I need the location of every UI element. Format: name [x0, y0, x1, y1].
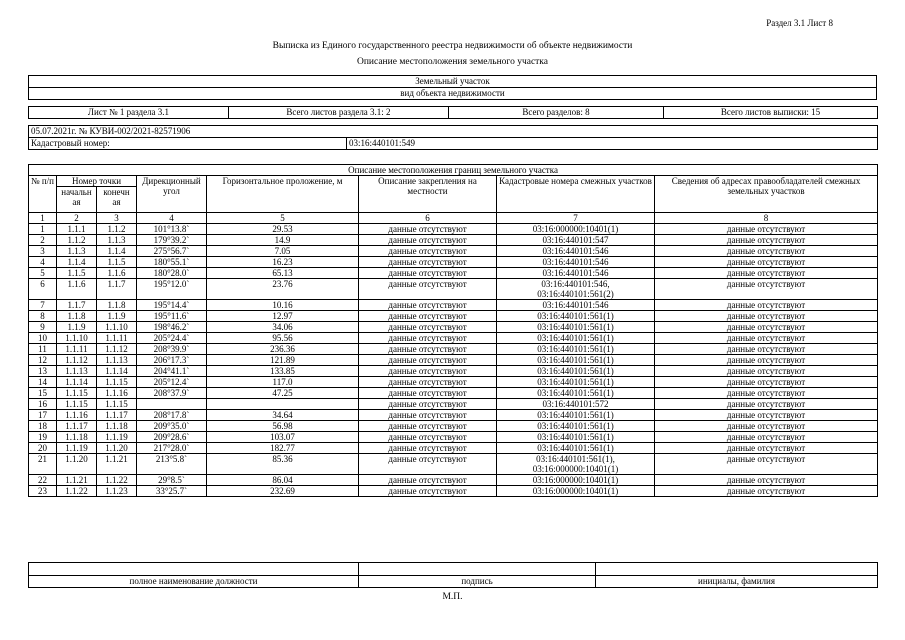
row-number: 9: [29, 322, 57, 333]
row-number: 16: [29, 399, 57, 410]
direction-angle: 180°28.0`: [137, 268, 207, 279]
table-row: [29, 235, 878, 246]
distance: 65.13: [207, 268, 359, 279]
table-row: [29, 344, 878, 355]
row-number: 7: [29, 300, 57, 311]
fixing-description: данные отсутствуют: [359, 399, 497, 410]
direction-angle: 213°5.8`: [137, 454, 207, 475]
owner-info: данные отсутствуют: [655, 322, 878, 333]
direction-angle: 180°55.1`: [137, 257, 207, 268]
owner-info: данные отсутствуют: [655, 235, 878, 246]
neighbor-cadastral: 03:16:440101:561(1): [497, 410, 655, 421]
direction-angle: 179°39.2`: [137, 235, 207, 246]
point-end: 1.1.22: [97, 475, 137, 486]
header-distance: Горизонтальное проложение, м: [207, 176, 359, 213]
fixing-description: данные отсутствуют: [359, 388, 497, 399]
table-row: [29, 432, 878, 443]
neighbor-cadastral: 03:16:440101:547: [497, 235, 655, 246]
owner-info: данные отсутствуют: [655, 475, 878, 486]
fixing-description: данные отсутствуют: [359, 257, 497, 268]
owner-info: данные отсутствуют: [655, 311, 878, 322]
total-sheets-section: Всего листов раздела 3.1: 2: [229, 107, 449, 119]
table-row: [29, 355, 878, 366]
point-end: 1.1.9: [97, 311, 137, 322]
table-row: [29, 410, 878, 421]
neighbor-cadastral: 03:16:440101:561(1): [497, 443, 655, 454]
point-start: 1.1.10: [57, 333, 97, 344]
object-type-block: [28, 75, 877, 100]
point-start: 1.1.11: [57, 344, 97, 355]
direction-angle: 208°17.8`: [137, 410, 207, 421]
table-row: [29, 475, 878, 486]
info-block: [28, 125, 878, 150]
table-row: [29, 279, 878, 300]
table-row: [29, 399, 878, 410]
row-number: 11: [29, 344, 57, 355]
table-row: [29, 377, 878, 388]
neighbor-cadastral: 03:16:000000:10401(1): [497, 486, 655, 497]
row-number: 2: [29, 235, 57, 246]
column-numbers-row: [29, 213, 878, 224]
distance: 121.89: [207, 355, 359, 366]
distance: 117.0: [207, 377, 359, 388]
object-type: Земельный участок: [29, 76, 877, 88]
distance: 236.36: [207, 344, 359, 355]
neighbor-cadastral: 03:16:000000:10401(1): [497, 224, 655, 235]
point-end: 1.1.4: [97, 246, 137, 257]
position-caption: полное наименование должности: [29, 576, 359, 588]
row-number: 4: [29, 257, 57, 268]
point-start: 1.1.5: [57, 268, 97, 279]
signature-field: [359, 563, 596, 576]
direction-angle: 208°37.9`: [137, 388, 207, 399]
point-start: 1.1.8: [57, 311, 97, 322]
table-row: [29, 333, 878, 344]
fixing-description: данные отсутствуют: [359, 235, 497, 246]
table-row: [29, 224, 878, 235]
point-start: 1.1.7: [57, 300, 97, 311]
fixing-description: данные отсутствуют: [359, 377, 497, 388]
neighbor-cadastral: 03:16:440101:561(1): [497, 388, 655, 399]
row-number: 22: [29, 475, 57, 486]
signature-caption: подпись: [359, 576, 596, 588]
distance: 14.9: [207, 235, 359, 246]
fixing-description: данные отсутствуют: [359, 224, 497, 235]
row-number: 14: [29, 377, 57, 388]
distance: 133.85: [207, 366, 359, 377]
point-end: 1.1.19: [97, 432, 137, 443]
neighbor-cadastral: 03:16:440101:546: [497, 246, 655, 257]
neighbor-cadastral: 03:16:440101:561(1): [497, 432, 655, 443]
row-number: 23: [29, 486, 57, 497]
position-field: [29, 563, 359, 576]
point-start: 1.1.6: [57, 279, 97, 300]
owner-info: данные отсутствуют: [655, 355, 878, 366]
direction-angle: 198°46.2`: [137, 322, 207, 333]
row-number: 21: [29, 454, 57, 475]
direction-angle: 195°12.0`: [137, 279, 207, 300]
col-number: 8: [655, 213, 878, 224]
row-number: 6: [29, 279, 57, 300]
owner-info: данные отсутствуют: [655, 388, 878, 399]
point-end: 1.1.5: [97, 257, 137, 268]
row-number: 3: [29, 246, 57, 257]
direction-angle: 275°56.7`: [137, 246, 207, 257]
owner-info: данные отсутствуют: [655, 257, 878, 268]
owner-info: данные отсутствуют: [655, 224, 878, 235]
neighbor-cadastral: 03:16:440101:561(1): [497, 421, 655, 432]
neighbor-cadastral: 03:16:440101:572: [497, 399, 655, 410]
section-sheet-label: Раздел 3.1 Лист 8: [766, 18, 833, 28]
row-number: 15: [29, 388, 57, 399]
fixing-description: данные отсутствуют: [359, 355, 497, 366]
direction-angle: 33°25.7`: [137, 486, 207, 497]
table-row: [29, 366, 878, 377]
direction-angle: 209°28.6`: [137, 432, 207, 443]
owner-info: данные отсутствуют: [655, 344, 878, 355]
point-end: 1.1.21: [97, 454, 137, 475]
fixing-description: данные отсутствуют: [359, 475, 497, 486]
fixing-description: данные отсутствуют: [359, 268, 497, 279]
point-start: 1.1.12: [57, 355, 97, 366]
direction-angle: 209°35.0`: [137, 421, 207, 432]
distance: [207, 399, 359, 410]
fixing-description: данные отсутствуют: [359, 366, 497, 377]
distance: 56.98: [207, 421, 359, 432]
point-end: 1.1.13: [97, 355, 137, 366]
point-start: 1.1.17: [57, 421, 97, 432]
boundary-table: [28, 164, 878, 497]
neighbor-cadastral: 03:16:440101:561(1), 03:16:000000:10401(1): [497, 454, 655, 475]
direction-angle: 195°14.4`: [137, 300, 207, 311]
direction-angle: [137, 399, 207, 410]
fixing-description: данные отсутствуют: [359, 322, 497, 333]
header-direction: Дирекционный угол: [137, 176, 207, 213]
row-number: 19: [29, 432, 57, 443]
point-start: 1.1.15: [57, 399, 97, 410]
row-number: 20: [29, 443, 57, 454]
row-number: 17: [29, 410, 57, 421]
point-start: 1.1.13: [57, 366, 97, 377]
sheets-row: [28, 106, 878, 119]
point-end: 1.1.8: [97, 300, 137, 311]
row-number: 18: [29, 421, 57, 432]
extract-date-number: 05.07.2021г. № КУВИ-002/2021-82571906: [29, 126, 878, 138]
initials-caption: инициалы, фамилия: [596, 576, 878, 588]
owner-info: данные отсутствуют: [655, 454, 878, 475]
point-start: 1.1.2: [57, 235, 97, 246]
header-start: начальн ая: [57, 187, 97, 213]
point-end: 1.1.14: [97, 366, 137, 377]
row-number: 12: [29, 355, 57, 366]
direction-angle: 205°12.4`: [137, 377, 207, 388]
row-number: 5: [29, 268, 57, 279]
direction-angle: 206°17.3`: [137, 355, 207, 366]
point-start: 1.1.9: [57, 322, 97, 333]
header-neighbors: Кадастровые номера смежных участков: [497, 176, 655, 213]
neighbor-cadastral: 03:16:440101:546: [497, 268, 655, 279]
header-fixing: Описание закрепления на местности: [359, 176, 497, 213]
owner-info: данные отсутствуют: [655, 333, 878, 344]
cadastral-value: 03:16:440101:549: [347, 138, 878, 150]
neighbor-cadastral: 03:16:440101:561(1): [497, 355, 655, 366]
direction-angle: 205°24.4`: [137, 333, 207, 344]
owner-info: данные отсутствуют: [655, 268, 878, 279]
document-title: Выписка из Единого государственного реестра недвижимости об объекте недвижимости: [272, 41, 633, 51]
owner-info: данные отсутствуют: [655, 246, 878, 257]
distance: 7.05: [207, 246, 359, 257]
header-owners: Сведения об адресах правообладателей смежных земельных участков: [655, 176, 878, 213]
point-end: 1.1.7: [97, 279, 137, 300]
table-row: [29, 486, 878, 497]
neighbor-cadastral: 03:16:000000:10401(1): [497, 475, 655, 486]
fixing-description: данные отсутствуют: [359, 333, 497, 344]
stamp-placeholder: М.П.: [442, 592, 463, 602]
fixing-description: данные отсутствуют: [359, 279, 497, 300]
direction-angle: 217°28.0`: [137, 443, 207, 454]
object-type-caption: вид объекта недвижимости: [29, 88, 877, 100]
fixing-description: данные отсутствуют: [359, 421, 497, 432]
fixing-description: данные отсутствуют: [359, 246, 497, 257]
distance: 12.97: [207, 311, 359, 322]
owner-info: данные отсутствуют: [655, 366, 878, 377]
initials-field: [596, 563, 878, 576]
neighbor-cadastral: 03:16:440101:561(1): [497, 344, 655, 355]
table-row: [29, 311, 878, 322]
distance: 34.06: [207, 322, 359, 333]
cadastral-label: Кадастровый номер:: [29, 138, 347, 150]
distance: 182.77: [207, 443, 359, 454]
point-start: 1.1.19: [57, 443, 97, 454]
header-point-number: Номер точки: [57, 176, 137, 187]
owner-info: данные отсутствуют: [655, 399, 878, 410]
direction-angle: 29°8.5`: [137, 475, 207, 486]
direction-angle: 208°39.9`: [137, 344, 207, 355]
row-number: 13: [29, 366, 57, 377]
point-end: 1.1.20: [97, 443, 137, 454]
fixing-description: данные отсутствуют: [359, 432, 497, 443]
fixing-description: данные отсутствуют: [359, 443, 497, 454]
total-sheets: Всего листов выписки: 15: [664, 107, 878, 119]
distance: 86.04: [207, 475, 359, 486]
col-number: 3: [97, 213, 137, 224]
fixing-description: данные отсутствуют: [359, 300, 497, 311]
table-row: [29, 421, 878, 432]
col-number: 7: [497, 213, 655, 224]
neighbor-cadastral: 03:16:440101:546, 03:16:440101:561(2): [497, 279, 655, 300]
point-end: 1.1.15: [97, 377, 137, 388]
neighbor-cadastral: 03:16:440101:546: [497, 300, 655, 311]
col-number: 1: [29, 213, 57, 224]
point-end: 1.1.6: [97, 268, 137, 279]
owner-info: данные отсутствуют: [655, 300, 878, 311]
fixing-description: данные отсутствуют: [359, 454, 497, 475]
point-end: 1.1.15: [97, 399, 137, 410]
row-number: 1: [29, 224, 57, 235]
direction-angle: 101°13.8`: [137, 224, 207, 235]
fixing-description: данные отсутствуют: [359, 311, 497, 322]
point-start: 1.1.21: [57, 475, 97, 486]
header-end: конечн ая: [97, 187, 137, 213]
neighbor-cadastral: 03:16:440101:561(1): [497, 322, 655, 333]
point-start: 1.1.16: [57, 410, 97, 421]
table-row: [29, 454, 878, 475]
owner-info: данные отсутствуют: [655, 377, 878, 388]
col-number: 5: [207, 213, 359, 224]
distance: 29.53: [207, 224, 359, 235]
owner-info: данные отсутствуют: [655, 432, 878, 443]
point-start: 1.1.15: [57, 388, 97, 399]
owner-info: данные отсутствуют: [655, 443, 878, 454]
point-end: 1.1.17: [97, 410, 137, 421]
distance: 16.23: [207, 257, 359, 268]
row-number: 8: [29, 311, 57, 322]
owner-info: данные отсутствуют: [655, 279, 878, 300]
point-start: 1.1.4: [57, 257, 97, 268]
distance: 47.25: [207, 388, 359, 399]
distance: 103.07: [207, 432, 359, 443]
point-start: 1.1.1: [57, 224, 97, 235]
distance: 85.36: [207, 454, 359, 475]
fixing-description: данные отсутствуют: [359, 344, 497, 355]
distance: 34.64: [207, 410, 359, 421]
neighbor-cadastral: 03:16:440101:561(1): [497, 377, 655, 388]
point-end: 1.1.3: [97, 235, 137, 246]
table-title: Описание местоположения границ земельного участка: [29, 165, 878, 176]
point-end: 1.1.11: [97, 333, 137, 344]
point-start: 1.1.20: [57, 454, 97, 475]
table-row: [29, 257, 878, 268]
direction-angle: 204°41.1`: [137, 366, 207, 377]
signature-block: [28, 562, 878, 588]
direction-angle: 195°11.6`: [137, 311, 207, 322]
distance: 95.56: [207, 333, 359, 344]
point-start: 1.1.3: [57, 246, 97, 257]
header-num: № п/п: [29, 176, 57, 213]
point-end: 1.1.23: [97, 486, 137, 497]
distance: 23.76: [207, 279, 359, 300]
owner-info: данные отсутствуют: [655, 486, 878, 497]
neighbor-cadastral: 03:16:440101:561(1): [497, 366, 655, 377]
col-number: 6: [359, 213, 497, 224]
distance: 232.69: [207, 486, 359, 497]
point-end: 1.1.2: [97, 224, 137, 235]
point-start: 1.1.22: [57, 486, 97, 497]
row-number: 10: [29, 333, 57, 344]
table-row: [29, 388, 878, 399]
point-end: 1.1.18: [97, 421, 137, 432]
owner-info: данные отсутствуют: [655, 421, 878, 432]
document-subtitle: Описание местоположения земельного участка: [356, 57, 549, 67]
neighbor-cadastral: 03:16:440101:546: [497, 257, 655, 268]
point-start: 1.1.14: [57, 377, 97, 388]
point-start: 1.1.18: [57, 432, 97, 443]
fixing-description: данные отсутствуют: [359, 486, 497, 497]
col-number: 4: [137, 213, 207, 224]
sheet-number: Лист № 1 раздела 3.1: [29, 107, 229, 119]
table-row: [29, 443, 878, 454]
table-row: [29, 300, 878, 311]
point-end: 1.1.10: [97, 322, 137, 333]
neighbor-cadastral: 03:16:440101:561(1): [497, 333, 655, 344]
col-number: 2: [57, 213, 97, 224]
distance: 10.16: [207, 300, 359, 311]
table-row: [29, 322, 878, 333]
total-sections: Всего разделов: 8: [449, 107, 664, 119]
neighbor-cadastral: 03:16:440101:561(1): [497, 311, 655, 322]
table-row: [29, 268, 878, 279]
point-end: 1.1.12: [97, 344, 137, 355]
owner-info: данные отсутствуют: [655, 410, 878, 421]
table-row: [29, 246, 878, 257]
point-end: 1.1.16: [97, 388, 137, 399]
fixing-description: данные отсутствуют: [359, 410, 497, 421]
